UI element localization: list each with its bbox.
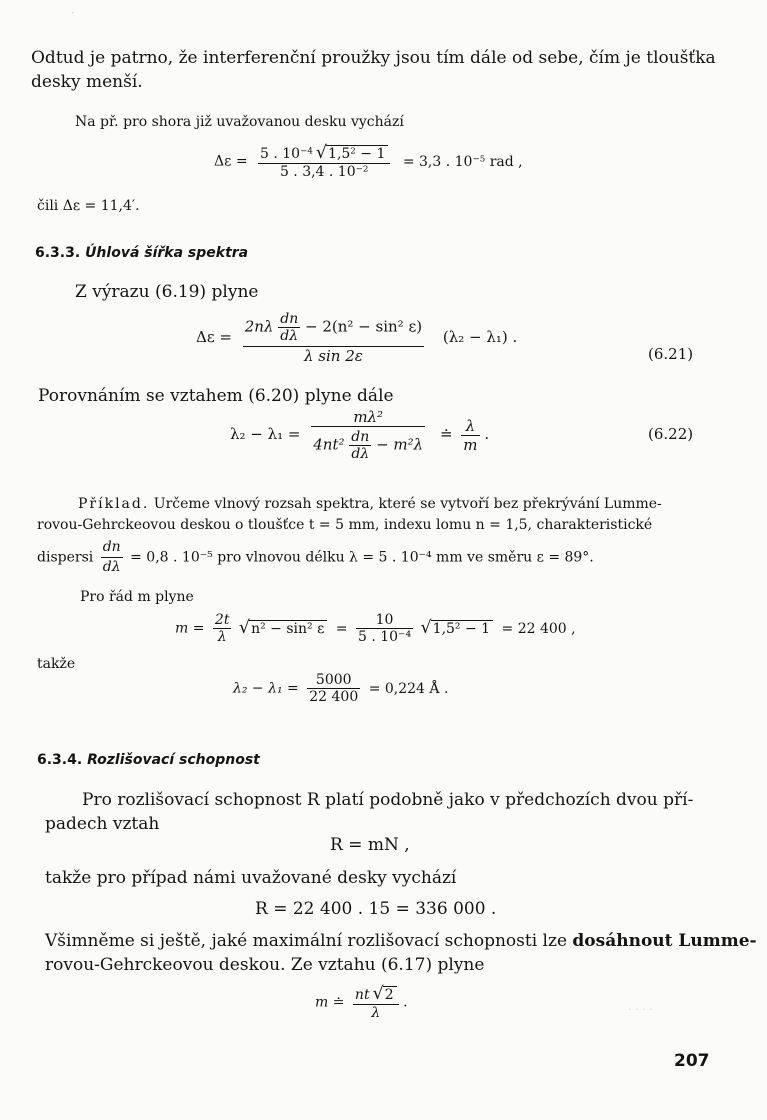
eq621-den: λ sin 2ε — [243, 346, 424, 365]
order-f1-den: λ — [213, 628, 232, 645]
intro-line-1: Odtud je patrno, že interferenční proužky jsou tím dále od sebe, čím je tloušťka — [31, 48, 716, 68]
eq622-num: mλ² — [353, 408, 384, 426]
range-result: = 0,224 Å . — [368, 680, 449, 697]
eq-root-exp: 2 — [350, 146, 356, 157]
order-f1-num: 2t — [214, 612, 230, 628]
order-root-2: 1,5² − 1 — [431, 620, 493, 637]
eq622-dl: dλ — [349, 445, 371, 462]
sqrt-sign-3: √ — [372, 984, 384, 1004]
equation-label-6-21: (6.21) — [648, 345, 694, 363]
eq621-rhs: (λ₂ − λ₁) . — [442, 328, 518, 346]
eq622-approx: ≐ — [439, 425, 453, 443]
eq622-r-num: λ — [465, 416, 476, 435]
section-6-3-4-p3: takže pro případ námi uvažované desky vychází — [45, 868, 457, 888]
eq622-dot: . — [484, 425, 490, 443]
equation-label-6-22: (6.22) — [648, 425, 694, 443]
p4-text-b: dosáhnout Lumme- — [572, 931, 757, 951]
order-result: = 22 400 , — [501, 620, 576, 637]
section-6-3-4-p5: rovou-Gehrckeovou deskou. Ze vztahu (6.17) plyne — [45, 955, 485, 975]
equation-m-max — [315, 984, 408, 1021]
section-6-3-4-p2: padech vztah — [45, 814, 160, 834]
eq622-dn: dn — [351, 429, 370, 445]
range-lhs: λ₂ − λ₁ = — [233, 680, 299, 697]
equation-delta-epsilon — [214, 143, 523, 180]
section-6-3-3-heading — [35, 245, 248, 261]
takze-label: takže — [37, 656, 76, 672]
p4-text-a: Všimněme si ještě, jaké maximální rozlišovací schopnosti lze — [45, 931, 573, 951]
intro-line-2: desky menší. — [31, 72, 143, 92]
section-number: 6.3.3. — [35, 245, 81, 261]
mmax-den: λ — [353, 1004, 399, 1021]
mmax-num: nt — [354, 987, 370, 1003]
mmax-dot: . — [403, 994, 408, 1011]
section-6-3-4-p1: Pro rozlišovací schopnost R platí podobně jako v předchozích dvou pří- — [82, 790, 694, 810]
eq-rhs: = 3,3 . 10 — [402, 153, 473, 170]
sqrt-sign: √ — [315, 143, 328, 163]
priklad-dn: dn — [102, 539, 121, 555]
priklad-dl: dλ — [101, 557, 123, 577]
show-through-smudge: · · · · — [628, 1003, 653, 1016]
eq622-den-b: − m²λ — [376, 435, 424, 454]
order-m: m = — [175, 620, 205, 637]
eq621-num-b: − 2(n² − sin² ε) — [305, 317, 423, 336]
equation-order-m — [175, 612, 576, 645]
example-1-text: Na př. pro shora již uvažovanou desku vychází — [75, 114, 404, 130]
section-number: 6.3.4. — [37, 752, 83, 768]
order-text: Pro řád m plyne — [80, 589, 194, 605]
mmax-root: 2 — [383, 986, 397, 1003]
priklad-line-1 — [78, 495, 662, 514]
equation-6-21 — [196, 311, 517, 365]
eq621-lhs: Δε = — [196, 328, 232, 346]
eq-den-exp: −2 — [355, 164, 369, 175]
mmax-lhs: m ≐ — [315, 994, 345, 1011]
eq-root-a: 1,5 — [328, 146, 351, 162]
priklad-text-3: = 0,8 . 10⁻⁵ pro vlnovou délku λ = 5 . 10⁻⁴ mm ve směru ε = 89°. — [130, 549, 594, 566]
range-den: 22 400 — [309, 689, 359, 705]
eq622-den-a: 4nt² — [313, 435, 345, 454]
section-6-3-4-p4 — [45, 930, 757, 953]
eq622-r-den: m — [463, 435, 478, 454]
sqrt-sign-2: √ — [420, 617, 432, 638]
scan-mark: · — [71, 6, 75, 20]
eq-rhs-exp: −5 — [472, 154, 486, 165]
priklad-text-1: Určeme vlnový rozsah spektra, které se vytvoří bez překrývání Lumme- — [153, 496, 662, 512]
order-eq: = — [335, 620, 348, 637]
eq621-dl: dλ — [278, 327, 300, 344]
equation-r-mn: R = mN , — [330, 835, 410, 855]
eq622-lhs: λ₂ − λ₁ = — [230, 425, 301, 443]
eq-num-a: 5 . 10 — [260, 146, 301, 162]
eq-num-exp: −4 — [300, 146, 313, 157]
order-root-1: n² − sin² ε — [249, 620, 327, 637]
equation-wavelength-range — [233, 672, 448, 705]
page-number: 207 — [674, 1051, 710, 1071]
section-title: Úhlová šířka spektra — [85, 245, 249, 261]
eq-rhs-unit: rad , — [485, 153, 523, 170]
equation-6-22 — [230, 408, 489, 462]
section-6-3-4-heading — [37, 752, 260, 768]
eq621-dn: dn — [280, 311, 299, 327]
priklad-dispersi: dispersi — [37, 549, 94, 566]
eq-root-b: − 1 — [355, 146, 386, 162]
order-f2-num: 10 — [375, 612, 394, 628]
cili-line: čili Δε = 11,4′. — [37, 198, 140, 214]
eq-lhs: Δε = — [214, 153, 248, 170]
order-f2-den: 5 . 10⁻⁴ — [357, 629, 412, 645]
eq621-num-a: 2nλ — [244, 317, 274, 336]
priklad-line-2: rovou-Gehrckeovou deskou o tloušťce t = 5 mm, indexu lomu n = 1,5, charakteristické — [37, 517, 653, 533]
section-title: Rozlišovací schopnost — [87, 752, 260, 768]
priklad-word: Příklad. — [78, 496, 150, 512]
priklad-line-3 — [37, 538, 594, 577]
section-6-3-3-intro: Z výrazu (6.19) plyne — [75, 282, 259, 302]
compare-text: Porovnáním se vztahem (6.20) plyne dále — [38, 386, 394, 406]
equation-r-value: R = 22 400 . 15 = 336 000 . — [255, 899, 497, 919]
range-num: 5000 — [315, 672, 352, 688]
sqrt-sign-1: √ — [238, 617, 251, 638]
eq-den: 5 . 3,4 . 10 — [279, 164, 356, 180]
